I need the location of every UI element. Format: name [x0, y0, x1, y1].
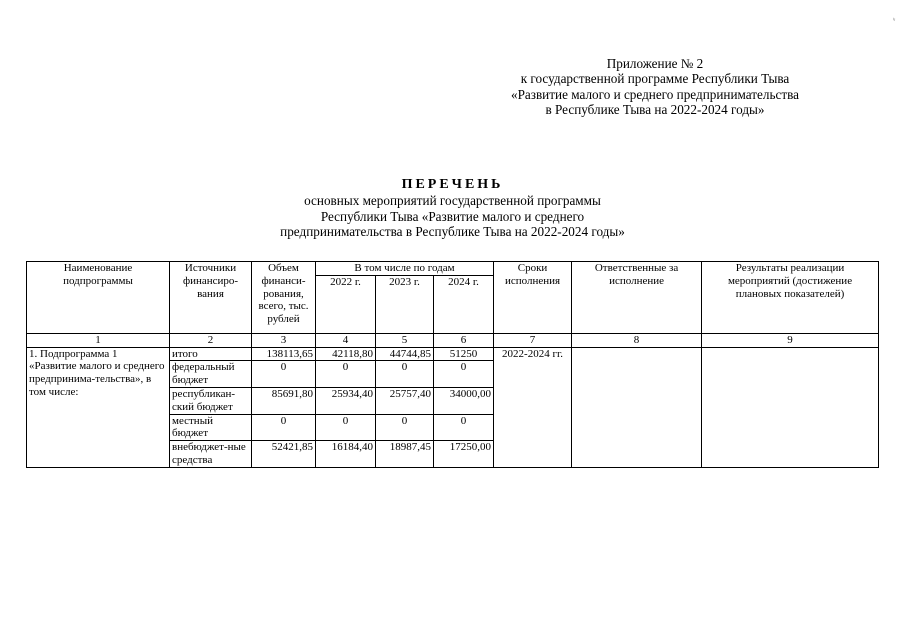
year-2022-cell: 0	[316, 414, 376, 441]
header-responsible: Ответственные за исполнение	[572, 262, 702, 334]
year-2024-cell: 17250,00	[434, 441, 494, 468]
title-line: предпринимательства в Республике Тыва на 2022-2024 годы»	[280, 224, 625, 240]
year-2024-cell: 0	[434, 361, 494, 388]
source-cell: республикан-ский бюджет	[170, 387, 252, 414]
header-year-2024: 2024 г.	[434, 275, 494, 333]
appendix-line: «Развитие малого и среднего предпринимательства	[510, 86, 800, 102]
column-number: 9	[702, 333, 879, 347]
total-cell: 52421,85	[252, 441, 316, 468]
column-number: 3	[252, 333, 316, 347]
column-number: 4	[316, 333, 376, 347]
results-cell	[702, 347, 879, 467]
year-2022-cell: 25934,40	[316, 387, 376, 414]
year-2022-cell: 16184,40	[316, 441, 376, 468]
header-by-years: В том числе по годам	[316, 262, 494, 276]
source-cell: местный бюджет	[170, 414, 252, 441]
total-cell: 0	[252, 414, 316, 441]
title-line: основных мероприятий государственной программы	[304, 193, 601, 208]
term-cell: 2022-2024 гг.	[494, 347, 572, 467]
year-2022-cell: 42118,80	[316, 347, 376, 361]
subprogram-name: 1. Подпрограмма 1 «Развитие малого и среднего предпринима-тельства», в том числе:	[27, 347, 170, 467]
scan-mark: ⸗	[888, 15, 899, 23]
header-volume: Объем финанси-рования, всего, тыс. рублей	[252, 262, 316, 334]
column-number: 8	[572, 333, 702, 347]
appendix-line: к государственной программе Республики Тыва	[520, 71, 790, 87]
year-2023-cell: 25757,40	[376, 387, 434, 414]
header-row	[27, 262, 879, 276]
column-number-row	[27, 333, 879, 347]
column-number: 6	[434, 333, 494, 347]
year-2023-cell: 0	[376, 361, 434, 388]
appendix-block	[445, 56, 865, 118]
header-year-2023: 2023 г.	[376, 275, 434, 333]
total-cell: 85691,80	[252, 387, 316, 414]
year-2024-cell: 51250	[434, 347, 494, 361]
header-terms: Сроки исполнения	[494, 262, 572, 334]
column-number: 1	[27, 333, 170, 347]
year-2022-cell: 0	[316, 361, 376, 388]
responsible-cell	[572, 347, 702, 467]
year-2023-cell: 18987,45	[376, 441, 434, 468]
header-sources: Источники финансиро-вания	[170, 262, 252, 334]
year-2024-cell: 0	[434, 414, 494, 441]
total-cell: 0	[252, 361, 316, 388]
appendix-line: в Республике Тыва на 2022-2024 годы»	[545, 102, 765, 118]
column-number: 2	[170, 333, 252, 347]
activities-table	[26, 261, 879, 468]
source-cell: итого	[170, 347, 252, 361]
year-2023-cell: 0	[376, 414, 434, 441]
document-title	[0, 176, 905, 240]
appendix-line: Приложение № 2	[606, 56, 704, 71]
column-number: 5	[376, 333, 434, 347]
year-2023-cell: 44744,85	[376, 347, 434, 361]
header-results: Результаты реализации мероприятий (достижение плановых показателей)	[702, 262, 879, 334]
table-row	[27, 347, 879, 361]
title-heading: ПЕРЕЧЕНЬ	[401, 177, 504, 192]
header-year-2022: 2022 г.	[316, 275, 376, 333]
total-cell: 138113,65	[252, 347, 316, 361]
header-name: Наименование подпрограммы	[27, 262, 170, 334]
source-cell: внебюджет-ные средства	[170, 441, 252, 468]
column-number: 7	[494, 333, 572, 347]
title-line: Республики Тыва «Развитие малого и среднего	[320, 208, 585, 224]
source-cell: федеральный бюджет	[170, 361, 252, 388]
year-2024-cell: 34000,00	[434, 387, 494, 414]
